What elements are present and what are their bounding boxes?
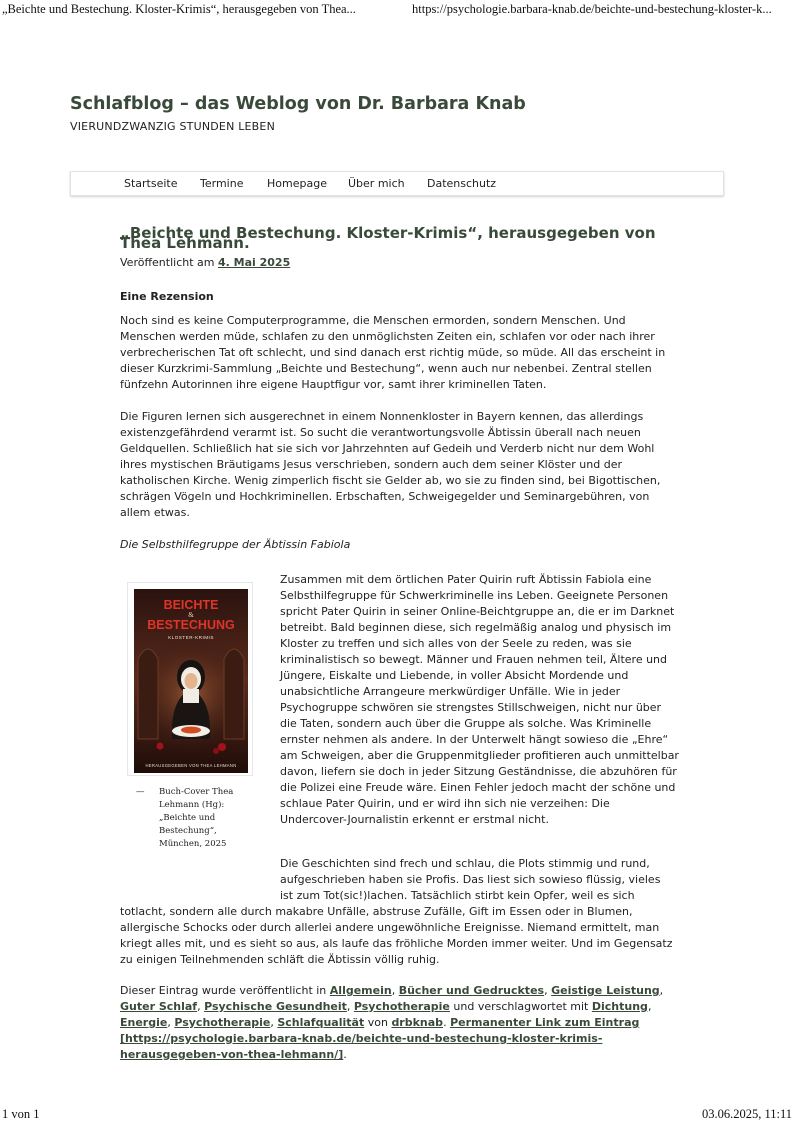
nav-item-datenschutz[interactable]: Datenschutz	[427, 177, 497, 190]
tag-link-psychotherapie[interactable]: Psychotherapie	[174, 1016, 271, 1029]
post-meta	[120, 256, 290, 269]
caption-text: Buch-Cover Thea Lehmann (Hg): „Beichte und Bestechung“, München, 2025	[159, 787, 234, 849]
author-link[interactable]: drbknab	[391, 1016, 444, 1029]
paragraph-4-line-2: aufgeschrieben haben sie Profis. Das liest sich sowieso flüssig, vieles	[280, 873, 661, 886]
category-link-allgemein[interactable]: Allgemein	[329, 984, 392, 997]
site-title[interactable]: Schlafblog – das Weblog von Dr. Barbara Knab	[70, 94, 526, 114]
section-heading: Eine Rezension	[120, 290, 214, 303]
post-title: „Beichte und Bestechung. Kloster-Krimis“, herausgegeben von Thea Lehmann.	[120, 224, 656, 252]
nav-item-ueber-mich[interactable]: Über mich	[348, 177, 405, 190]
footer-tagged-text: und verschlagwortet mit	[453, 1000, 589, 1013]
paragraph-4-start	[280, 856, 680, 904]
print-header-url: https://psychologie.barbara-knab.de/beichte-und-bestechung-kloster-k...	[412, 2, 772, 16]
book-cover-image	[134, 589, 248, 773]
category-link-buecher[interactable]: Bücher und Gedrucktes	[398, 984, 545, 997]
cover-title-2: BESTECHUNG	[147, 618, 235, 632]
paragraph-4-line-1: Die Geschichten sind frech und schlau, die Plots stimmig und rund,	[280, 857, 650, 870]
paragraph-4-line-3: ist zum Tot(sic!)lachen. Tatsächlich stirbt kein Opfer, weil es sich	[280, 889, 635, 902]
site-tagline: VIERUNDZWANZIG STUNDEN LEBEN	[70, 120, 276, 133]
cover-amp: &	[188, 611, 194, 619]
footer-by-text: von	[367, 1016, 388, 1029]
subheading: Die Selbsthilfegruppe der Äbtissin Fabiola	[120, 538, 351, 551]
category-link-guter-schlaf[interactable]: Guter Schlaf	[120, 1000, 198, 1013]
paragraph-1: Noch sind es keine Computerprogramme, die Menschen ermorden, sondern Menschen. Und Menschen werden müde, schlafen zu den unmöglichsten Zeiten ein, schlafen vor oder nach ihrer verbrecherischen Tat oft schlecht, und sind danach erst richtig müde, so müde. All das erscheint in dieser Kurzkrimi-Sammlung „Beichte und Bestechung“, wenn auch nur nebenbei. Zentral stellen fünfzehn Autorinnen ihre eigene Hauptfigur vor, samt ihrer kriminellen Taten.	[120, 314, 666, 391]
nav-item-termine[interactable]: Termine	[200, 177, 244, 190]
permalink-link[interactable]: Permanenter Link zum Eintrag	[450, 1016, 640, 1029]
footer-prefix: Dieser Eintrag wurde veröffentlicht in	[120, 984, 327, 997]
print-header-title: „Beichte und Bestechung. Kloster-Krimis“, herausgegeben von Thea...	[2, 2, 356, 16]
paragraph-4-rest: totlacht, sondern alle durch makabre Unfälle, abstruse Zufälle, Gift im Essen oder in Blumen, allergische Schocks oder durch allerlei andere ungewöhnliche Ereignisse. Niemand ermittelt, man kriegt alles mit, und es sieht so aus, als laufe das fröhliche Morden immer weiter. Und im Gegensatz zu einigen Teilnehmenden schläft die Äbtissin völlig ruhig.	[120, 905, 673, 966]
entry-footer: Dieser Eintrag wurde veröffentlicht in Allgemein, Bücher und Gedrucktes, Geistige Leistung, Guter Schlaf, Psychische Gesundheit, Psychotherapie und verschlagwortet mit Dichtung, Energie, Psychotherapie, Schlafqualität von drbknab. Permanenter Link zum Eintrag [https://psychologie.barbara-knab.de/beichte-und-bestechung-kloster-krimis-herausgegeben-von-thea-lehmann/].	[120, 984, 664, 1061]
nav-item-homepage[interactable]: Homepage	[267, 177, 327, 190]
paragraph-3: Zusammen mit dem örtlichen Pater Quirin ruft Äbtissin Fabiola eine Selbsthilfegruppe für Schwerkriminelle ins Leben. Geeignete Personen spricht Pater Quirin in seiner Online-Beichtgruppe an, die er im Darknet betreibt. Bald beginnen diese, sich regelmäßig analog und physisch im Kloster zu treffen und sich alles von der Seele zu reden, was sie kriminalistisch so bewegt. Männer und Frauen nehmen teil, Ältere und Jüngere, Eiskalte und Liebende, in voller Absicht Mordende und unabsichtliche Arrangeure merkwürdiger Unfälle. Wie in jeder Psychogruppe schwören sie strengstes Stillschweigen, nicht nur über die Taten, sondern auch über die Gruppe als solche. Was Kriminelle ernster nehmen als andere. In der Unterwelt hängt sowieso die „Ehre“ am Schweigen, aber die Gruppenmitglieder profitieren auch unmittelbar davon, liefern sie doch in jeder Sitzung Geständnisse, die abzuhören für die Polizei eine Freude wäre. Einen Fehler jedoch macht der schöne und schlaue Pater Quirin, und er wird ihn sich nie verzeihen: Die Undercover-Journalistin erkennt er erstmal nicht.	[280, 573, 679, 826]
post-meta-prefix: Veröffentlicht am	[120, 256, 215, 269]
category-link-psychotherapie[interactable]: Psychotherapie	[353, 1000, 450, 1013]
print-header	[0, 0, 794, 20]
cover-subtitle: KLOSTER-KRIMIS	[168, 635, 214, 640]
category-link-psychische-gesundheit[interactable]: Psychische Gesundheit	[204, 1000, 347, 1013]
tag-link-schlafqualitaet[interactable]: Schlafqualität	[277, 1016, 365, 1029]
tag-link-energie[interactable]: Energie	[120, 1016, 168, 1029]
category-link-geistige-leistung[interactable]: Geistige Leistung	[551, 984, 660, 997]
book-cover-figure	[127, 582, 253, 776]
nav-item-startseite[interactable]: Startseite	[124, 177, 178, 190]
cover-editor: HERAUSGEGEBEN VON THEA LEHMANN	[145, 763, 237, 768]
print-datetime: 03.06.2025, 11:11	[701, 1107, 792, 1121]
paragraph-2: Die Figuren lernen sich ausgerechnet in einem Nonnenkloster in Bayern kennen, das allerdings existenzgefährdend verarmt ist. So sucht die verantwortungsvolle Äbtissin überall nach neuen Geldquellen. Schließlich hat sie sich vor Jahrzehnten auf Gedeih und Verderb nicht nur dem Wohl ihres mystischen Bräutigams Jesus verschrieben, sondern auch dem seiner Klöster und der katholischen Kirche. Wenig zimperlich fischt sie Gelder ab, wo sie zu finden sind, bei Bigottischen, schrägen Vögeln und Hochkriminellen. Erbschaften, Schweigegelder und Seminargebühren, von allem etwas.	[120, 410, 661, 519]
print-footer	[0, 1107, 794, 1123]
main-navigation	[70, 171, 724, 196]
cover-title-1: BEICHTE	[163, 598, 219, 612]
print-page-number: 1 von 1	[2, 1107, 40, 1121]
permalink-url[interactable]: [https://psychologie.barbara-knab.de/beichte-und-bestechung-kloster-krimis-herausgegeben-von-thea-lehmann/]	[120, 1032, 603, 1061]
post-date-link[interactable]: 4. Mai 2025	[217, 256, 291, 269]
caption-dash: —	[136, 787, 145, 797]
tag-link-dichtung[interactable]: Dichtung	[591, 1000, 648, 1013]
